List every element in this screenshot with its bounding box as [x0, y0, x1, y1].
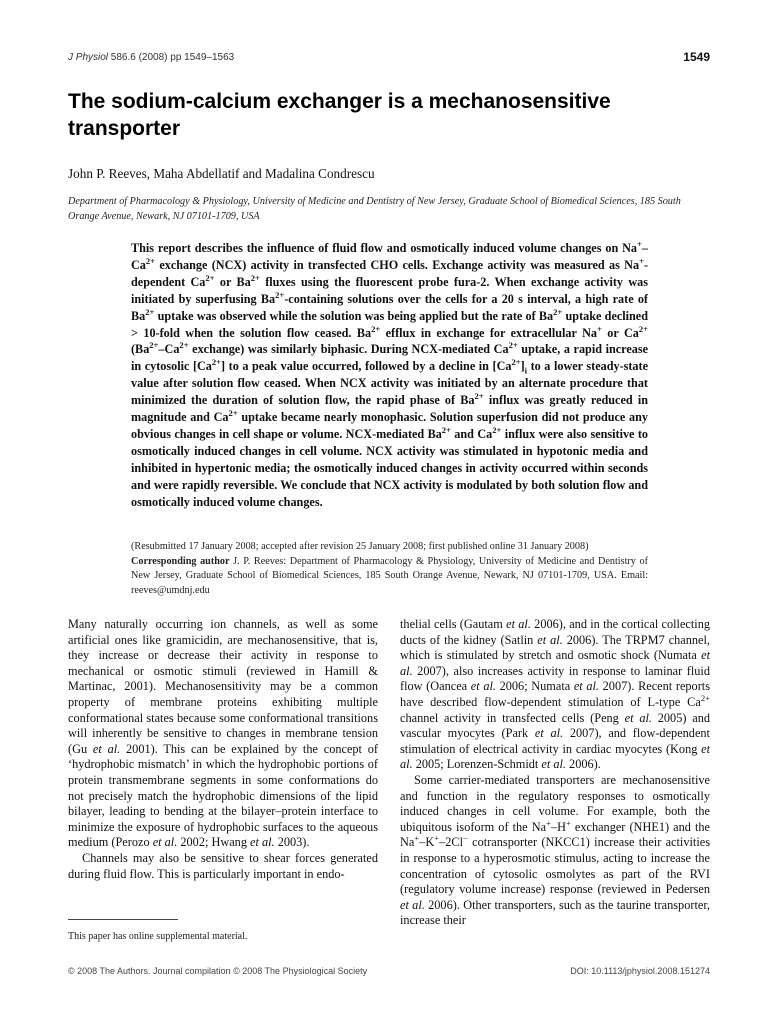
body-column-right [400, 617, 710, 929]
abstract: This report describes the influence of fluid flow and osmotically induced volume changes on $Na^+-Ca^{2+}$ exchange (NCX) activity in transfected CHO cells. Exchange activity was measured as Na+-dependent $Ca^{2+}$ or $Ba^{2+}$ fluxes using the fluorescent probe fura-2. When exchange activity was initiated by superfusing $Ba^{2+}$-containing solutions over the cells for a 20 s interval, a high rate of $Ba^{2+}$ uptake was observed while the solution was being applied but the rate of $Ba^{2+}$ uptake declined > 10-fold when the solution flow ceased. $Ba^{2+}$ efflux in exchange for extracellular Na+ or $Ca^{2+}$ ($Ba^{2+}-Ca^{2+}$ exchange) was similarly biphasic. During NCX-mediated $Ca^{2+}$ uptake, a rapid increase in cytosolic $[Ca^{2+}]$ to a peak value occurred, followed by a decline in $[Ca^{2+}]_i$ to a lower steady-state value after solution flow ceased. When NCX activity was initiated by an alternate procedure that minimized the duration of solution flow, the rapid phase of $Ba^{2+}$ influx was greatly reduced in magnitude and $Ca^{2+}$ uptake became nearly monophasic. Solution superfusion did not produce any obvious changes in cell shape or volume. NCX-mediated $Ba^{2+}$ and $Ca^{2+}$ influx were also sensitive to osmotically induced changes in cell volume. NCX activity was stimulated in hypotonic media and inhibited in hypertonic media; the osmotically induced changes in activity occurred within seconds and were rapidly reversible. We conclude that NCX activity is modulated by both solution flow and osmotically induced volume changes. [131, 238, 649, 509]
footnote: This paper has online supplemental material. [68, 931, 248, 942]
history-dates: (Resubmitted 17 January 2008; accepted after revision 25 January 2008; first published online 31 January 2008) [131, 541, 589, 552]
article-title: The sodium-calcium exchanger is a mechanosensitive transporter [68, 90, 611, 140]
authors: John P. Reeves, Maha Abdellatif and Madalina Condrescu [68, 166, 375, 181]
corresponding-author [131, 555, 648, 599]
corresponding-label: Corresponding author [131, 555, 230, 567]
corresponding-text: J. P. Reeves: Department of Pharmacology & Physiology, University of Medicine and Dentistry of New Jersey, Graduate School of Biomedical Sciences, 185 South Orange Avenue, Newark, NJ 07101-1709, USA. [131, 555, 648, 582]
running-head [68, 52, 234, 63]
citation: 586.6 (2008) pp 1549–1563 [110, 52, 235, 63]
paragraph: thelial cells (Gautam et al. 2006), and in the cortical collecting ducts of the kidney (Satlin et al. 2006). The TRPM7 channel, which is stimulated by stretch and osmotic shock (Numata et al. 2007), also increases activity in response to laminar fluid flow (Oancea et al. 2006; Numata et al. 2007). Recent reports have described flow-dependent stimulation of L-type $Ca^{2+}$ channel activity in transfected cells (Peng et al. 2005) and vascular myocytes (Park et al. 2007), and flow-dependent stimulation of electrical activity in cardiac myocytes (Kong et al. 2005; Lorenzen-Schmidt et al. 2006). [400, 617, 711, 772]
email-link[interactable]: Email: reeves@umdnj.edu [131, 570, 649, 596]
journal-name: J Physiol [68, 52, 109, 63]
paragraph: Some carrier-mediated transporters are mechanosensitive and function in the regulatory responses to osmotically induced changes in cell volume. For example, both the ubiquitous isoform of the Na+–H+ exchanger (NHE1) and the Na+–K+–2Cl− cotransporter (NKCC1) increase their activities in response to a hyperosmotic stimulus, acting to increase the concentration of cytosolic osmolytes as part of the RVI (regulatory volume increase) response (reviewed in Pedersen et al. 2006). Other transporters, such as the taurine transporter, increase their [400, 772, 710, 928]
body-column-left [68, 617, 378, 882]
affiliation: Department of Pharmacology & Physiology, University of Medicine and Dentistry of New Jersey, Graduate School of Biomedical Sciences, 185 South Orange Avenue, Newark, NJ 07101-1709, USA [68, 196, 681, 222]
paragraph: Channels may also be sensitive to shear forces generated during fluid flow. This is particularly important in endo- [68, 850, 378, 881]
footnote-divider [68, 919, 178, 920]
footer-copyright: © 2008 The Authors. Journal compilation © 2008 The Physiological Society [68, 966, 368, 976]
page-number: 1549 [683, 50, 710, 64]
article-history [131, 540, 648, 598]
footer-doi[interactable]: DOI: 10.1113/jphysiol.2008.151274 [570, 966, 710, 976]
paragraph: Many naturally occurring ion channels, as well as some artificial ones like gramicidin, are mechanosensitive, that is, they increase or decrease their activity in response to mechanical or osmotic stimuli (reviewed in Hamill & Martinac, 2001). Mechanosensitivity may be a common property of membrane proteins exhibiting multiple conformational states because some conformational transitions will inherently be sensitive to changes in membrane tension (Gu et al. 2001). This can be explained by the concept of ‘hydrophobic mismatch’ in which the hydrophobic portions of protein transmembrane segments in some conformations do not precisely match the hydrophobic dimensions of the lipid bilayer, leading to bending at the bilayer–protein interface to minimize the exposure of hydrophobic surfaces to the aqueous medium (Perozo et al. 2002; Hwang et al. 2003). [68, 617, 379, 850]
